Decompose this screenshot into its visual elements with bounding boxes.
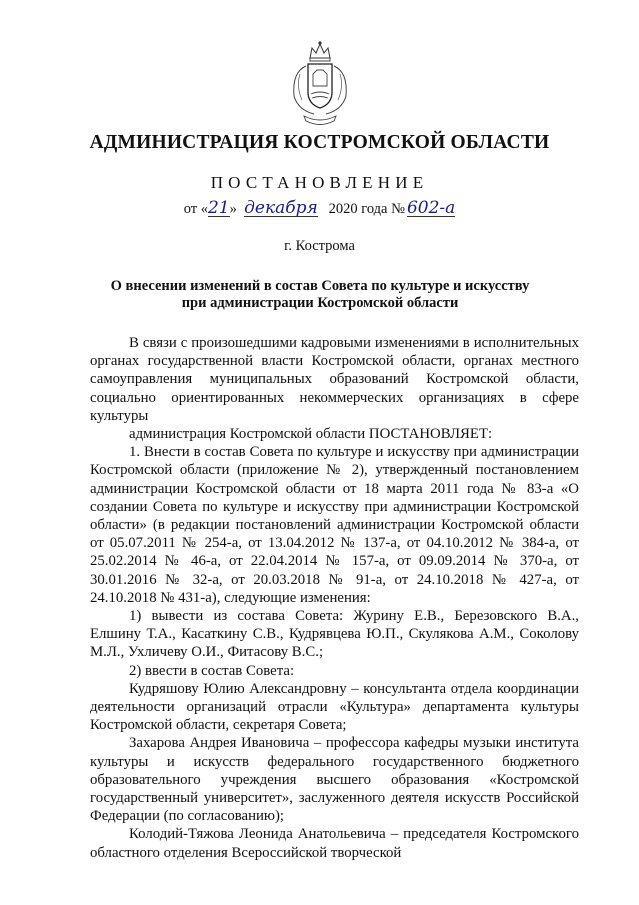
paragraph-member-zakharov: Захарова Андрея Ивановича – профессора кафедры музыки института культуры и искусств федерального государственного бюджетного образовательного учреждения высшего образования «Костромской государственный университет», заслуженного деятеля искусств Российской Федерации (по согласованию); [90, 735, 579, 825]
subject-line-2: при администрации Костромской области [181, 295, 459, 311]
coat-of-arms-emblem [284, 40, 356, 126]
paragraph-member-kudryashova: Кудряшову Юлию Александровну – консультанта отдела координации деятельности организаций отрасли «Культура» департамента культуры Костромской области, секретаря Совета; [90, 680, 579, 734]
paragraph-resolves: администрация Костромской области ПОСТАНОВЛЯЕТ: [129, 426, 493, 443]
paragraph-member-kolodiy-tyazhov: Колодий-Тяжова Леонида Анатольевича – председателя Костромского областного отделения Всероссийской творческой [90, 826, 579, 861]
organization-title: АДМИНИСТРАЦИЯ КОСТРОМСКОЙ ОБЛАСТИ [89, 132, 550, 153]
date-year: 2020 года № [328, 201, 405, 217]
city: г. Кострома [284, 238, 355, 254]
paragraph-preamble: В связи с произошедшими кадровыми изменениями в исполнительных органах государственной власти Костромской области, органах местного самоуправления муниципальных образований Костромской области, социально ориентированных некоммерческих организациях в сфере культуры [90, 335, 579, 424]
document-type: ПОСТАНОВЛЕНИЕ [210, 173, 429, 192]
date-month: декабря [244, 198, 318, 218]
document-number: 602-а [406, 198, 456, 218]
date-line [0, 200, 639, 218]
document-subject [90, 278, 550, 312]
subject-line-1: О внесении изменений в состав Совета по культуре и искусству [110, 278, 530, 294]
paragraph-remove-members: 1) вывести из состава Совета: Журину Е.В., Березовского В.А., Елшину Т.А., Касаткину С.В., Кудрявцева Ю.П., Скулякова А.М., Соколову М.Л., Ухличеву О.И., Фитасову В.С.; [90, 608, 579, 661]
date-mid: » [229, 201, 237, 217]
date-prefix: от « [183, 201, 208, 217]
paragraph-item-1: 1. Внести в состав Совета по культуре и искусству при администрации Костромской области (приложение № 2), утвержденный постановлением администрации Костромской области от 18 марта 2011 года № 83-а «О создании Совета по культуре и искусству при администрации Костромской области» (в редакции постановлений администрации Костромской области от 05.07.2011 № 254-а, от 13.04.2012 № 137-а, от 04.10.2012 № 384-а, от 25.02.2014 № 46-а, от 22.04.2014 № 157-а, от 09.09.2014 № 370-а, от 30.01.2016 № 32-а, от 20.03.2018 № 91-а, от 24.10.2018 № 427-а, от 24.10.2018 № 431-а), следующие изменения: [90, 444, 579, 606]
paragraph-add-members: 2) ввести в состав Совета: [129, 662, 295, 679]
date-day: 21 [207, 198, 230, 218]
document-body [90, 334, 579, 862]
